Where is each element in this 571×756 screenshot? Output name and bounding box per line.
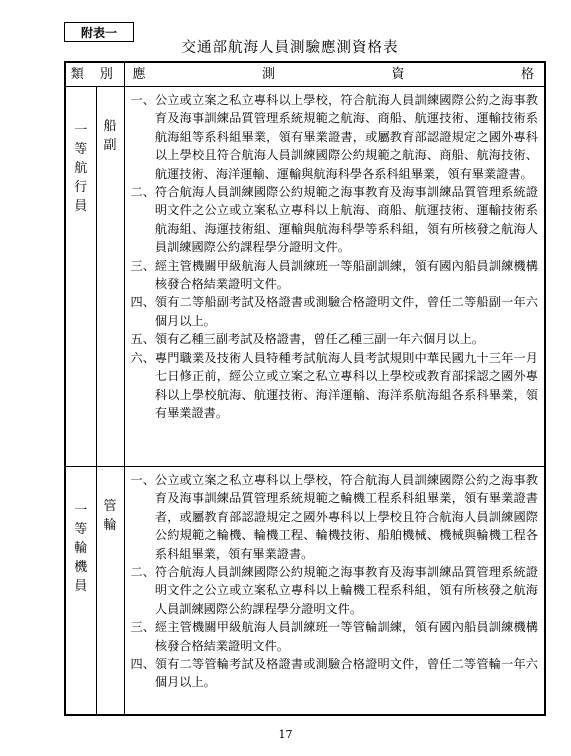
table-row — [65, 467, 545, 715]
item-number: 五、 — [130, 332, 155, 347]
job-cell — [96, 87, 124, 467]
list-item — [131, 618, 538, 655]
item-number: 一、 — [130, 93, 155, 107]
item-text: 公立或立案之私立專科以上學校，符合航海人員訓練國際公約之海事教育及海事訓練品質管理系統規範之航海、商船、航運技術、運輸技術系航海組等系科組畢業，領有畢業證書，或屬教育部認證規定之國外專科以上學校且符合航海人員訓練國際公約規範之航海、商船、航海技術、航運技術、海洋運輸、運輸與航海科學各系科組畢業，領有畢業證書。 — [154, 93, 538, 181]
header-req-char: 應 — [132, 67, 146, 82]
list-item — [131, 91, 538, 183]
header-requirements — [124, 62, 545, 87]
header-category: 類 別 — [65, 62, 124, 87]
page-number: 17 — [278, 728, 293, 741]
list-item — [131, 563, 538, 618]
item-number: 六、 — [130, 350, 155, 365]
table-row — [65, 87, 545, 467]
item-text: 領有乙種三副考試及格證書，曾任乙種三副一年六個月以上。 — [154, 332, 484, 347]
item-text: 符合航海人員訓練國際公約規範之海事教育及海事訓練品質管理系統證明文件之公立或立案私立專科以上航海、商船、航運技術、運輸技術系航海組、海運技術組、運輸與航海科學等系科組，領有所核發之航海人員訓練國際公約課程學分證明文件。 — [154, 185, 538, 255]
item-number: 三、 — [130, 258, 155, 273]
qualification-table — [64, 61, 546, 716]
requirements-cell — [124, 467, 545, 715]
job-cell — [96, 467, 124, 715]
list-item — [131, 257, 538, 294]
rank-label: 一等輪機員 — [74, 503, 88, 594]
item-text: 公立或立案之私立專科以上學校，符合航海人員訓練國際公約之海事教育及海事訓練品質管理系統規範之輪機工程系科組畢業，領有畢業證書者，或屬教育部認證規定之國外專科以上學校且符合航海人員訓練國際公約規範之輪機、輪機工程、輪機技術、船舶機械、機械與輪機工程各系科組畢業，領有畢業證書。 — [154, 473, 538, 561]
list-item — [131, 349, 538, 423]
item-number: 四、 — [130, 295, 155, 310]
item-text: 經主管機關甲級航海人員訓練班一等管輪訓練，領有國內船員訓練機構核發合格結業證明文件。 — [154, 620, 538, 653]
list-item — [131, 183, 538, 257]
item-number: 二、 — [130, 185, 155, 200]
annex-label: 附表一 — [64, 22, 134, 42]
requirements-cell — [124, 87, 545, 467]
list-item — [131, 655, 538, 692]
list-item — [131, 471, 538, 563]
item-number: 四、 — [130, 657, 155, 672]
requirements-list — [125, 87, 544, 426]
item-text: 經主管機關甲級航海人員訓練班一等船副訓練，領有國內船員訓練機構核發合格結業證明文件。 — [154, 258, 538, 292]
list-item — [131, 330, 538, 348]
table-header-row — [65, 62, 545, 87]
job-label: 船副 — [103, 119, 117, 153]
requirements-list — [125, 467, 544, 696]
header-req-char: 測 — [262, 67, 276, 82]
item-number: 二、 — [130, 565, 155, 580]
item-text: 領有二等管輪考試及格證書或測驗合格證明文件，曾任二等管輪一年六個月以上。 — [154, 657, 538, 690]
item-text: 領有二等船副考試及格證書或測驗合格證明文件，曾任二等船副一年六個月以上。 — [154, 295, 538, 328]
item-number: 三、 — [130, 620, 155, 635]
header-req-char: 格 — [520, 67, 534, 82]
rank-cell — [65, 87, 96, 467]
item-text: 專門職業及技術人員特種考試航海人員考試規則中華民國九十三年一月七日修正前，經公立或立案之私立專科以上學校或教育部採認之國外專科以上學校航海、航運技術、海洋運輸、海洋系航海組各系科畢業，領有畢業證書。 — [154, 350, 538, 420]
item-text: 符合航海人員訓練國際公約規範之海事教育及海事訓練品質管理系統證明文件之公立或立案私立專科以上輪機工程系科組，領有所核發之航海人員訓練國際公約課程學分證明文件。 — [154, 565, 538, 616]
header-req-char: 資 — [391, 67, 405, 82]
item-number: 一、 — [130, 473, 155, 487]
rank-cell — [65, 467, 96, 715]
rank-label: 一等航行員 — [74, 123, 88, 214]
list-item — [131, 293, 538, 330]
job-label: 管輪 — [103, 499, 117, 533]
page-title: 交通部航海人員測驗應測資格表 — [181, 40, 399, 56]
